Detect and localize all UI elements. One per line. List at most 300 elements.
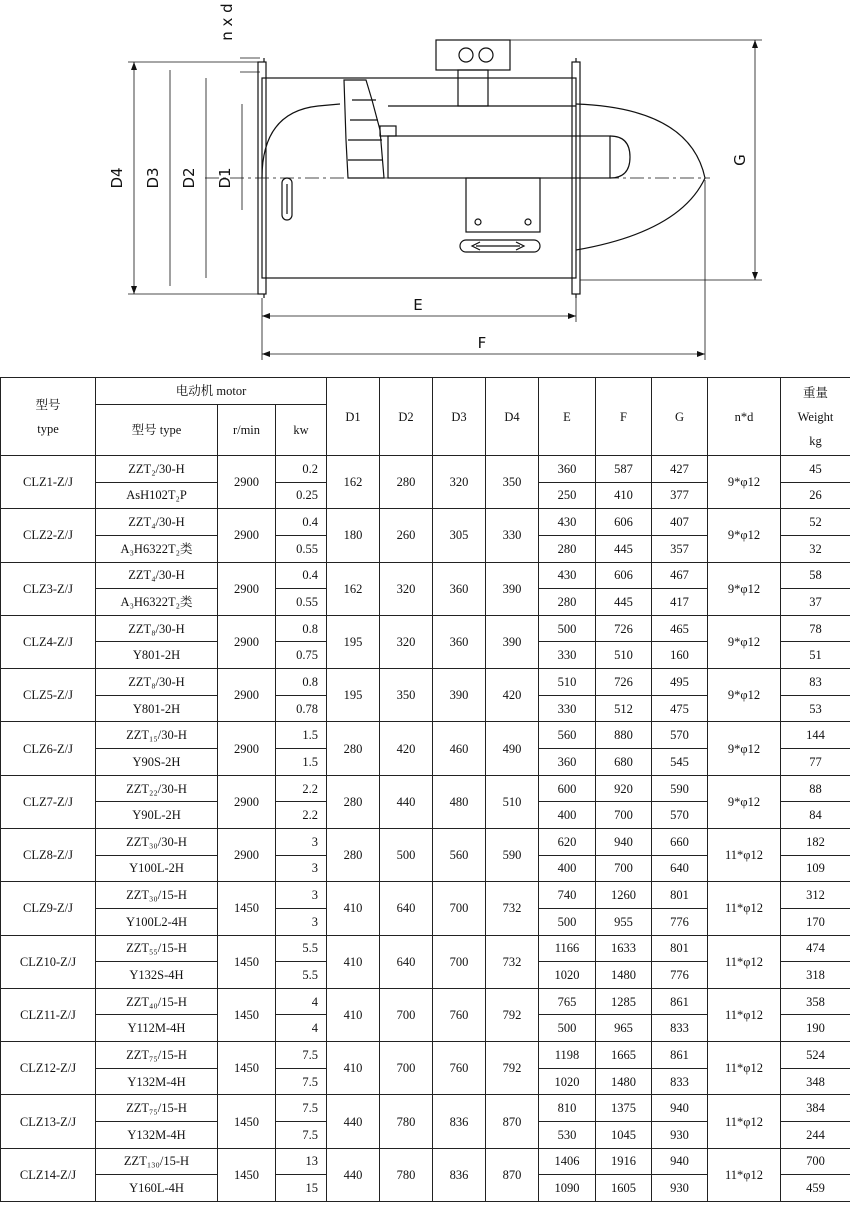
cell-f: 955 (596, 908, 652, 935)
cell-rpm: 1450 (218, 1095, 276, 1148)
header-d1: D1 (327, 378, 380, 456)
cell-e: 280 (539, 535, 596, 562)
cell-type: CLZ5-Z/J (1, 669, 96, 722)
cell-weight: 51 (781, 642, 850, 669)
table-row (1, 828, 850, 855)
cell-f: 1480 (596, 962, 652, 989)
cell-weight: 78 (781, 615, 850, 642)
header-f: F (596, 378, 652, 456)
cell-d1: 410 (327, 1042, 380, 1095)
cell-weight: 144 (781, 722, 850, 749)
table-row (1, 935, 850, 962)
cell-d4: 870 (486, 1095, 539, 1148)
cell-kw: 0.55 (276, 535, 327, 562)
cell-motor-model: AsH102T₂P (96, 482, 218, 509)
cell-nd: 9*φ12 (708, 562, 781, 615)
cell-weight: 170 (781, 908, 850, 935)
cell-kw: 0.4 (276, 509, 327, 536)
cell-d1: 410 (327, 882, 380, 935)
cell-kw: 3 (276, 828, 327, 855)
cell-kw: 0.25 (276, 482, 327, 509)
cell-weight: 88 (781, 775, 850, 802)
cell-motor-model: ZZT₇₅/15-H (96, 1042, 218, 1069)
cell-e: 500 (539, 1015, 596, 1042)
cell-e: 1020 (539, 962, 596, 989)
cell-type: CLZ3-Z/J (1, 562, 96, 615)
cell-d4: 732 (486, 882, 539, 935)
cell-d4: 732 (486, 935, 539, 988)
cell-nd: 9*φ12 (708, 669, 781, 722)
cell-g: 861 (652, 1042, 708, 1069)
header-weight: 重量 Weight kg (781, 378, 850, 456)
cell-type: CLZ2-Z/J (1, 509, 96, 562)
cell-e: 765 (539, 988, 596, 1015)
header-kw: kw (276, 405, 327, 456)
cell-nd: 9*φ12 (708, 456, 781, 509)
cell-d2: 320 (380, 615, 433, 668)
table-row (1, 988, 850, 1015)
cell-f: 1045 (596, 1122, 652, 1149)
cell-motor-model: ZZT₇₅/15-H (96, 1095, 218, 1122)
header-d4: D4 (486, 378, 539, 456)
cell-d1: 195 (327, 615, 380, 668)
cell-kw: 0.8 (276, 615, 327, 642)
cell-weight: 182 (781, 828, 850, 855)
cell-d2: 500 (380, 828, 433, 881)
label-f: F (477, 334, 487, 352)
cell-d4: 792 (486, 988, 539, 1041)
cell-d3: 836 (433, 1148, 486, 1201)
header-motor-type: 型号 type (96, 405, 218, 456)
cell-motor-model: ZZT₃₀/15-H (96, 882, 218, 909)
cell-d3: 560 (433, 828, 486, 881)
cell-weight: 45 (781, 456, 850, 483)
impeller (344, 80, 384, 178)
cell-d4: 510 (486, 775, 539, 828)
cell-motor-model: ZZT₄/30-H (96, 509, 218, 536)
cell-weight: 244 (781, 1122, 850, 1149)
cell-motor-model: Y100L2-4H (96, 908, 218, 935)
inlet-bell (262, 104, 340, 178)
cell-motor-model: ZZT₃₀/30-H (96, 828, 218, 855)
cell-motor-model: ZZT₅₅/15-H (96, 935, 218, 962)
header-g: G (652, 378, 708, 456)
cell-d3: 700 (433, 935, 486, 988)
header-e: E (539, 378, 596, 456)
cell-weight: 83 (781, 669, 850, 696)
cell-kw: 0.4 (276, 562, 327, 589)
cell-weight: 190 (781, 1015, 850, 1042)
cell-rpm: 2900 (218, 456, 276, 509)
cell-type: CLZ7-Z/J (1, 775, 96, 828)
cell-g: 833 (652, 1015, 708, 1042)
cell-d3: 360 (433, 615, 486, 668)
cell-kw: 5.5 (276, 935, 327, 962)
table-row (1, 669, 850, 696)
cell-g: 660 (652, 828, 708, 855)
cell-f: 880 (596, 722, 652, 749)
cell-kw: 0.75 (276, 642, 327, 669)
cell-e: 330 (539, 695, 596, 722)
cell-f: 1633 (596, 935, 652, 962)
cell-weight: 77 (781, 749, 850, 776)
cell-d3: 390 (433, 669, 486, 722)
cell-g: 377 (652, 482, 708, 509)
cell-motor-model: Y801-2H (96, 695, 218, 722)
cell-motor-model: ZZT₂₂/30-H (96, 775, 218, 802)
cell-d3: 700 (433, 882, 486, 935)
cell-d1: 162 (327, 456, 380, 509)
cell-d3: 320 (433, 456, 486, 509)
cell-kw: 2.2 (276, 775, 327, 802)
cell-weight: 524 (781, 1042, 850, 1069)
cell-weight: 32 (781, 535, 850, 562)
cell-e: 1198 (539, 1042, 596, 1069)
cell-d4: 330 (486, 509, 539, 562)
header-nd: n*d (708, 378, 781, 456)
cell-nd: 11*φ12 (708, 828, 781, 881)
cell-f: 1665 (596, 1042, 652, 1069)
cell-nd: 9*φ12 (708, 722, 781, 775)
cell-rpm: 2900 (218, 828, 276, 881)
cell-f: 680 (596, 749, 652, 776)
cell-g: 357 (652, 535, 708, 562)
cell-kw: 5.5 (276, 962, 327, 989)
label-d3: D3 (144, 167, 162, 189)
cell-d1: 162 (327, 562, 380, 615)
spec-table-body (1, 456, 850, 1202)
cell-d1: 280 (327, 722, 380, 775)
cell-rpm: 2900 (218, 509, 276, 562)
cell-type: CLZ4-Z/J (1, 615, 96, 668)
cell-g: 776 (652, 962, 708, 989)
cell-f: 1285 (596, 988, 652, 1015)
cell-nd: 11*φ12 (708, 1095, 781, 1148)
cell-d2: 320 (380, 562, 433, 615)
table-row (1, 562, 850, 589)
cell-d4: 792 (486, 1042, 539, 1095)
cell-d4: 870 (486, 1148, 539, 1201)
cell-rpm: 2900 (218, 722, 276, 775)
cell-motor-model: Y132M-4H (96, 1068, 218, 1095)
cell-e: 1166 (539, 935, 596, 962)
cell-f: 445 (596, 589, 652, 616)
cell-d3: 760 (433, 988, 486, 1041)
cell-e: 430 (539, 509, 596, 536)
cell-g: 930 (652, 1122, 708, 1149)
table-row (1, 1095, 850, 1122)
header-d3: D3 (433, 378, 486, 456)
cell-d2: 640 (380, 882, 433, 935)
cell-g: 570 (652, 722, 708, 749)
cell-e: 600 (539, 775, 596, 802)
cell-e: 1090 (539, 1175, 596, 1202)
cell-e: 530 (539, 1122, 596, 1149)
cell-e: 360 (539, 749, 596, 776)
cell-e: 740 (539, 882, 596, 909)
cell-e: 1020 (539, 1068, 596, 1095)
cell-kw: 7.5 (276, 1122, 327, 1149)
cell-g: 407 (652, 509, 708, 536)
cell-rpm: 2900 (218, 669, 276, 722)
cell-e: 500 (539, 615, 596, 642)
cell-kw: 0.2 (276, 456, 327, 483)
cell-weight: 384 (781, 1095, 850, 1122)
table-row (1, 882, 850, 909)
cell-type: CLZ6-Z/J (1, 722, 96, 775)
cell-e: 330 (539, 642, 596, 669)
cell-f: 920 (596, 775, 652, 802)
label-d1: D1 (216, 167, 234, 189)
cell-d1: 410 (327, 988, 380, 1041)
cell-nd: 11*φ12 (708, 1042, 781, 1095)
cell-weight: 358 (781, 988, 850, 1015)
cell-rpm: 2900 (218, 775, 276, 828)
cell-d4: 390 (486, 615, 539, 668)
cell-weight: 26 (781, 482, 850, 509)
label-d4: D4 (108, 167, 126, 189)
label-nxd: n x d (218, 3, 236, 41)
cell-rpm: 1450 (218, 988, 276, 1041)
cell-type: CLZ1-Z/J (1, 456, 96, 509)
cell-motor-model: ZZT₄₀/15-H (96, 988, 218, 1015)
cell-kw: 3 (276, 855, 327, 882)
cell-weight: 53 (781, 695, 850, 722)
cell-f: 940 (596, 828, 652, 855)
cell-rpm: 1450 (218, 1148, 276, 1201)
cell-rpm: 2900 (218, 562, 276, 615)
cell-g: 640 (652, 855, 708, 882)
cell-motor-model: Y132M-4H (96, 1122, 218, 1149)
cell-d1: 440 (327, 1095, 380, 1148)
table-row (1, 722, 850, 749)
cell-g: 861 (652, 988, 708, 1015)
cell-f: 606 (596, 509, 652, 536)
table-row (1, 1148, 850, 1175)
cell-e: 1406 (539, 1148, 596, 1175)
cell-weight: 459 (781, 1175, 850, 1202)
cell-kw: 7.5 (276, 1042, 327, 1069)
cell-e: 810 (539, 1095, 596, 1122)
cell-motor-model: Y112M-4H (96, 1015, 218, 1042)
cell-d1: 410 (327, 935, 380, 988)
cell-kw: 0.55 (276, 589, 327, 616)
cell-d2: 260 (380, 509, 433, 562)
cell-d4: 590 (486, 828, 539, 881)
cell-motor-model: ZZT₈/30-H (96, 615, 218, 642)
cell-e: 250 (539, 482, 596, 509)
cell-g: 940 (652, 1148, 708, 1175)
cell-d2: 780 (380, 1095, 433, 1148)
cell-kw: 3 (276, 882, 327, 909)
cell-motor-model: Y132S-4H (96, 962, 218, 989)
cell-g: 570 (652, 802, 708, 829)
cell-g: 417 (652, 589, 708, 616)
cell-weight: 109 (781, 855, 850, 882)
cell-nd: 9*φ12 (708, 509, 781, 562)
cell-weight: 58 (781, 562, 850, 589)
cell-motor-model: Y90L-2H (96, 802, 218, 829)
cell-f: 512 (596, 695, 652, 722)
cell-kw: 1.5 (276, 722, 327, 749)
cell-motor-model: ZZT₁₅/30-H (96, 722, 218, 749)
cell-kw: 2.2 (276, 802, 327, 829)
cell-kw: 0.8 (276, 669, 327, 696)
cell-g: 475 (652, 695, 708, 722)
cell-f: 587 (596, 456, 652, 483)
cell-motor-model: Y100L-2H (96, 855, 218, 882)
cell-e: 280 (539, 589, 596, 616)
cell-d1: 280 (327, 828, 380, 881)
cell-weight: 52 (781, 509, 850, 536)
cell-kw: 3 (276, 908, 327, 935)
cell-d4: 420 (486, 669, 539, 722)
cell-d2: 780 (380, 1148, 433, 1201)
cell-g: 940 (652, 1095, 708, 1122)
cell-d3: 360 (433, 562, 486, 615)
cell-f: 965 (596, 1015, 652, 1042)
cell-e: 560 (539, 722, 596, 749)
cell-kw: 4 (276, 988, 327, 1015)
cell-weight: 700 (781, 1148, 850, 1175)
cell-e: 400 (539, 802, 596, 829)
cell-f: 1260 (596, 882, 652, 909)
cell-motor-model: A₃H6322T₂类 (96, 589, 218, 616)
cell-d2: 280 (380, 456, 433, 509)
junction-box (466, 178, 540, 232)
cell-e: 620 (539, 828, 596, 855)
nose-cone (576, 104, 705, 250)
header-rpm: r/min (218, 405, 276, 456)
cell-type: CLZ11-Z/J (1, 988, 96, 1041)
cell-f: 1480 (596, 1068, 652, 1095)
label-g: G (731, 154, 749, 166)
table-row (1, 1042, 850, 1069)
cell-g: 465 (652, 615, 708, 642)
label-d2: D2 (180, 167, 198, 189)
cell-d2: 700 (380, 1042, 433, 1095)
cell-kw: 7.5 (276, 1095, 327, 1122)
cell-f: 510 (596, 642, 652, 669)
cell-rpm: 1450 (218, 1042, 276, 1095)
cell-f: 1916 (596, 1148, 652, 1175)
cell-weight: 318 (781, 962, 850, 989)
cell-nd: 11*φ12 (708, 882, 781, 935)
cell-d3: 305 (433, 509, 486, 562)
cell-kw: 15 (276, 1175, 327, 1202)
cell-d1: 280 (327, 775, 380, 828)
cell-weight: 348 (781, 1068, 850, 1095)
cell-d3: 460 (433, 722, 486, 775)
table-row (1, 509, 850, 536)
cell-f: 726 (596, 615, 652, 642)
cell-g: 467 (652, 562, 708, 589)
cell-motor-model: ZZT₂/30-H (96, 456, 218, 483)
cell-weight: 474 (781, 935, 850, 962)
motor-body (388, 136, 610, 178)
cell-d4: 490 (486, 722, 539, 775)
cell-d4: 350 (486, 456, 539, 509)
cell-g: 930 (652, 1175, 708, 1202)
cell-d2: 700 (380, 988, 433, 1041)
cell-nd: 9*φ12 (708, 775, 781, 828)
cell-motor-model: A₃H6322T₂类 (96, 535, 218, 562)
cell-weight: 84 (781, 802, 850, 829)
header-model: 型号 type (1, 378, 96, 456)
cell-d2: 440 (380, 775, 433, 828)
cell-e: 510 (539, 669, 596, 696)
cell-d1: 440 (327, 1148, 380, 1201)
cell-motor-model: ZZT₁₃₀/15-H (96, 1148, 218, 1175)
cell-g: 545 (652, 749, 708, 776)
cell-type: CLZ13-Z/J (1, 1095, 96, 1148)
cell-f: 700 (596, 802, 652, 829)
cell-motor-model: Y801-2H (96, 642, 218, 669)
cell-type: CLZ9-Z/J (1, 882, 96, 935)
cell-weight: 312 (781, 882, 850, 909)
cell-rpm: 1450 (218, 882, 276, 935)
cell-d1: 195 (327, 669, 380, 722)
cell-nd: 11*φ12 (708, 935, 781, 988)
cell-type: CLZ10-Z/J (1, 935, 96, 988)
header-motor: 电动机 motor (96, 378, 327, 405)
table-row (1, 615, 850, 642)
cell-rpm: 1450 (218, 935, 276, 988)
cell-f: 410 (596, 482, 652, 509)
cell-g: 160 (652, 642, 708, 669)
cell-motor-model: Y90S-2H (96, 749, 218, 776)
cell-f: 726 (596, 669, 652, 696)
cell-type: CLZ8-Z/J (1, 828, 96, 881)
cell-g: 427 (652, 456, 708, 483)
cell-f: 1605 (596, 1175, 652, 1202)
cell-kw: 7.5 (276, 1068, 327, 1095)
cell-d2: 420 (380, 722, 433, 775)
cell-type: CLZ14-Z/J (1, 1148, 96, 1201)
cell-nd: 11*φ12 (708, 988, 781, 1041)
cell-weight: 37 (781, 589, 850, 616)
cell-rpm: 2900 (218, 615, 276, 668)
cell-d3: 480 (433, 775, 486, 828)
cell-e: 360 (539, 456, 596, 483)
cell-g: 801 (652, 882, 708, 909)
cell-g: 833 (652, 1068, 708, 1095)
cell-d4: 390 (486, 562, 539, 615)
table-row (1, 775, 850, 802)
cell-g: 590 (652, 775, 708, 802)
cell-f: 1375 (596, 1095, 652, 1122)
cell-g: 495 (652, 669, 708, 696)
cell-motor-model: Y160L-4H (96, 1175, 218, 1202)
cell-nd: 9*φ12 (708, 615, 781, 668)
cell-f: 700 (596, 855, 652, 882)
cell-g: 776 (652, 908, 708, 935)
label-e: E (413, 296, 423, 314)
cell-f: 445 (596, 535, 652, 562)
technical-drawing (0, 0, 850, 372)
header-d2: D2 (380, 378, 433, 456)
spec-table (0, 377, 850, 1202)
cell-motor-model: ZZT₈/30-H (96, 669, 218, 696)
cell-kw: 4 (276, 1015, 327, 1042)
cell-kw: 1.5 (276, 749, 327, 776)
cell-e: 400 (539, 855, 596, 882)
cell-d3: 836 (433, 1095, 486, 1148)
cell-e: 430 (539, 562, 596, 589)
cell-nd: 11*φ12 (708, 1148, 781, 1201)
cell-d2: 350 (380, 669, 433, 722)
cell-kw: 13 (276, 1148, 327, 1175)
